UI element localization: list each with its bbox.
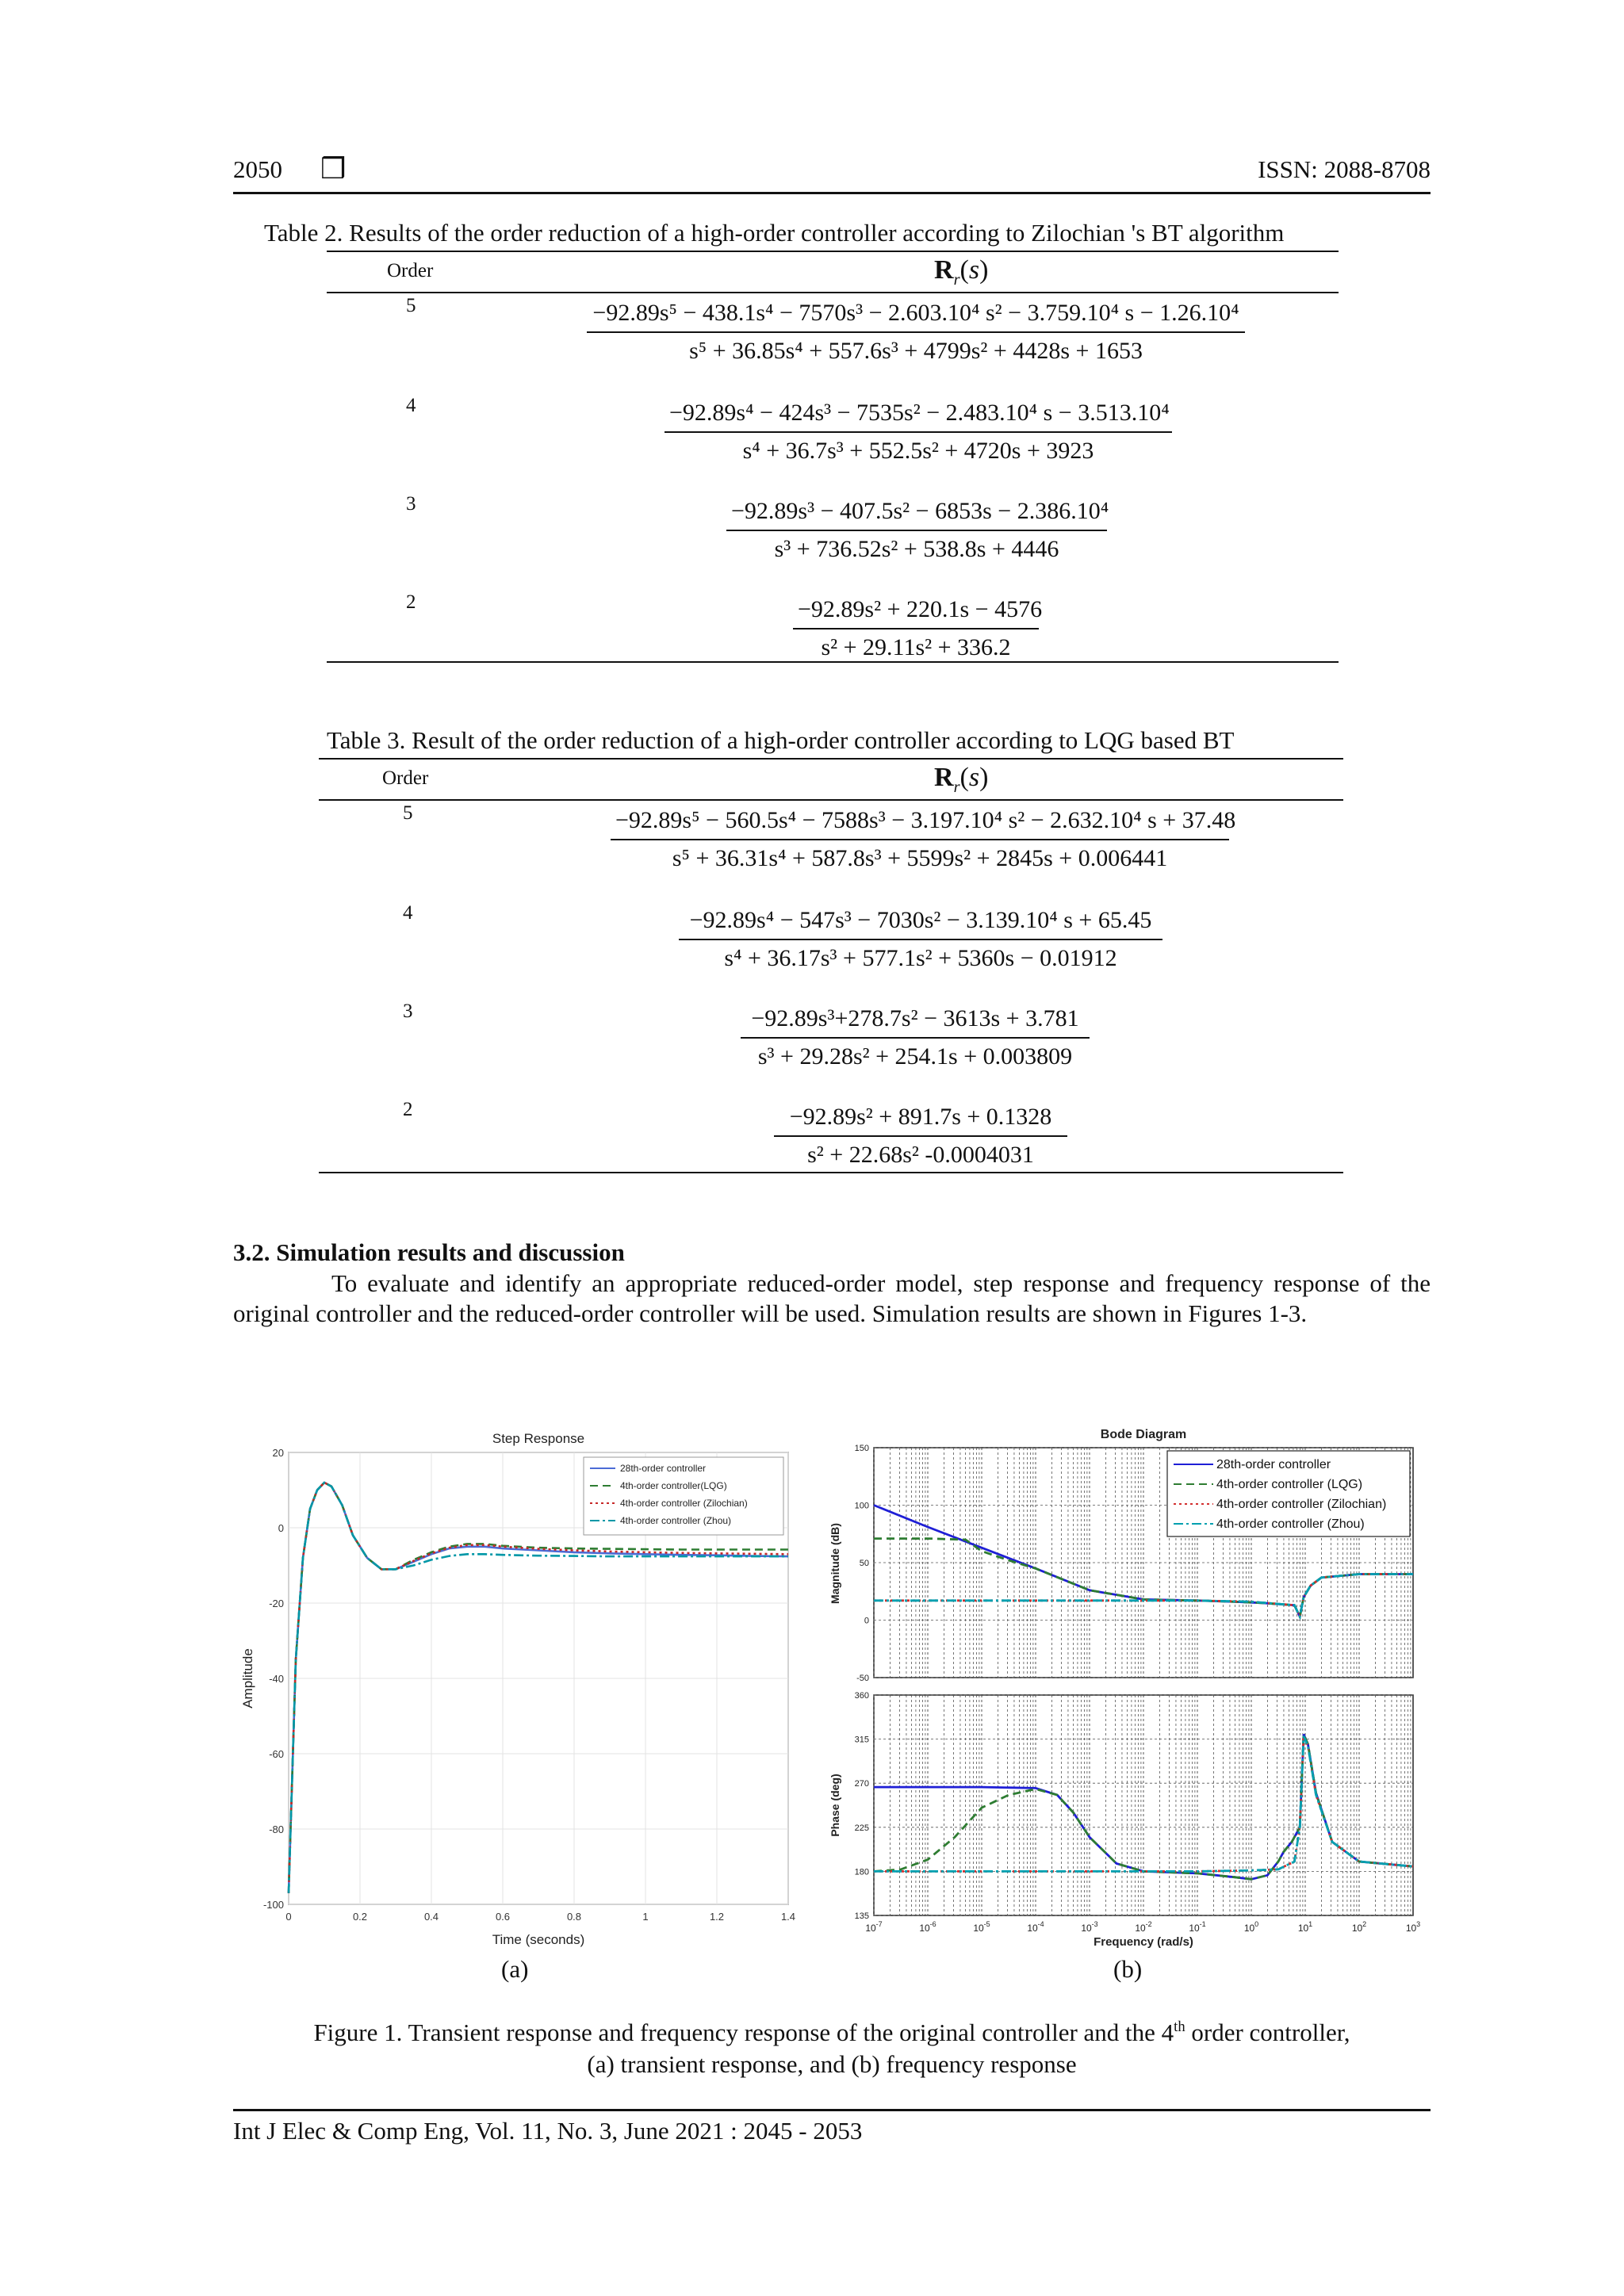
x-tick-label: $10^{-4}$ (1027, 1920, 1044, 1934)
numerator: −92.89s⁵ − 438.1s⁴ − 7570s³ − 2.603.10⁴ s² − 3.759.10⁴ s − 1.26.10⁴ (592, 300, 1239, 326)
caption-sup: th (1174, 2018, 1185, 2035)
x-tick-label: 1 (642, 1911, 649, 1923)
table3-order: 2 (403, 1099, 413, 1120)
table3-col-order: Order (382, 767, 429, 789)
numerator: −92.89s² + 891.7s + 0.1328 (789, 1104, 1052, 1130)
x-tick-label: 0.2 (352, 1911, 368, 1923)
x-tick-label: $10^{-5}$ (973, 1920, 990, 1934)
mag-tick-label: 150 (854, 1444, 869, 1453)
table3-order: 5 (403, 802, 413, 824)
mag-tick-label: 0 (864, 1616, 869, 1626)
legend-label: 4th-order controller (LQG) (1216, 1478, 1363, 1491)
section-paragraph: To evaluate and identify an appropriate reduced-order model, step response and frequency response of the original controller and the reduced-order controller will be used. Simulation results are shown in Figures 1-3. (233, 1269, 1431, 1327)
x-tick-label: 1.2 (709, 1911, 725, 1923)
table2-bottomrule (327, 661, 1339, 663)
numerator: −92.89s³ − 407.5s² − 6853s − 2.386.10⁴ (731, 498, 1109, 524)
table2-toprule (327, 251, 1339, 252)
table3-fraction (774, 1104, 1067, 1169)
y-axis-label: Amplitude (240, 1648, 255, 1709)
denominator: s⁴ + 36.7s³ + 552.5s² + 4720s + 3923 (665, 431, 1172, 465)
legend-label: 4th-order controller (Zilochian) (1216, 1498, 1387, 1511)
y-tick-label: -100 (262, 1899, 284, 1911)
step-response-chart (235, 1421, 806, 1960)
x-axis-label: Time (seconds) (492, 1932, 585, 1947)
x-tick-label: $10^2$ (1351, 1920, 1367, 1934)
figure-label-a: (a) (501, 1955, 529, 1983)
magnitude-axis-label: Magnitude (dB) (829, 1523, 841, 1604)
y-tick-label: -40 (269, 1673, 284, 1685)
numerator: −92.89s⁵ − 560.5s⁴ − 7588s³ − 3.197.10⁴ s² − 2.632.10⁴ s + 37.48 (615, 807, 1236, 833)
legend-label: 4th-order controller (Zhou) (1216, 1517, 1365, 1531)
phase-tick-label: 225 (854, 1823, 869, 1833)
table2-fraction (793, 596, 1043, 661)
table2-col-order: Order (387, 260, 434, 281)
table3-bottomrule (319, 1172, 1343, 1173)
table3-toprule (319, 758, 1343, 760)
x-tick-label: 0.8 (566, 1911, 582, 1923)
denominator: s² + 29.11s² + 336.2 (793, 628, 1039, 661)
issn: ISSN: 2088-8708 (1258, 155, 1431, 183)
figure-caption-line2: (a) transient response, and (b) frequency response (587, 2050, 1077, 2078)
footer-citation: Int J Elec & Comp Eng, Vol. 11, No. 3, June 2021 : 2045 - 2053 (233, 2117, 863, 2145)
header-rule (233, 192, 1431, 194)
table3-fraction (741, 1005, 1090, 1070)
figure-label-b: (b) (1113, 1955, 1143, 1983)
denominator: s² + 22.68s² -0.0004031 (774, 1135, 1067, 1169)
x-axis-label: Frequency (rad/s) (1094, 1935, 1193, 1949)
table2-order: 4 (406, 395, 416, 416)
x-tick-label: 0 (285, 1911, 292, 1923)
table2-order: 3 (406, 493, 416, 515)
bode-diagram-chart (825, 1421, 1427, 1960)
figure-caption-line1 (233, 2017, 1431, 2049)
table2-order: 2 (406, 591, 416, 613)
chart-title: Step Response (492, 1431, 585, 1446)
legend-label: 4th-order controller(LQG) (620, 1480, 727, 1491)
page-number: 2050 (233, 155, 282, 183)
table3-headrule (319, 799, 1343, 801)
mag-tick-label: 50 (859, 1559, 869, 1568)
numerator: −92.89s⁴ − 547s³ − 7030s² − 3.139.10⁴ s + 65.45 (689, 907, 1152, 933)
y-tick-label: 20 (272, 1447, 284, 1459)
table3-fraction (679, 907, 1162, 972)
phase-tick-label: 270 (854, 1779, 869, 1789)
table3-caption: Table 3. Result of the order reduction of a high-order controller according to LQG based BT (327, 726, 1235, 754)
x-tick-label: $10^0$ (1243, 1920, 1259, 1934)
y-tick-label: -60 (269, 1748, 284, 1760)
legend-label: 4th-order controller (Zhou) (620, 1515, 732, 1526)
legend-label: 4th-order controller (Zilochian) (620, 1498, 748, 1509)
phase-tick-label: 135 (854, 1911, 869, 1921)
table2-order: 5 (406, 295, 416, 316)
x-tick-label: 1.4 (780, 1911, 796, 1923)
section-heading: 3.2. Simulation results and discussion (233, 1238, 625, 1266)
legend-label: 28th-order controller (620, 1463, 707, 1474)
legend (584, 1457, 783, 1535)
x-tick-label: 0.4 (423, 1911, 439, 1923)
footer-rule (233, 2109, 1431, 2111)
caption-part: Figure 1. Transient response and frequency response of the original controller and the 4 (313, 2019, 1174, 2046)
denominator: s³ + 29.28s² + 254.1s + 0.003809 (741, 1037, 1090, 1070)
y-tick-label: -80 (269, 1823, 284, 1835)
numerator: −92.89s³+278.7s² − 3613s + 3.781 (751, 1005, 1079, 1031)
chart-title: Bode Diagram (1100, 1428, 1187, 1441)
table2-fraction (587, 300, 1245, 365)
x-tick-label: $10^{-2}$ (1135, 1920, 1152, 1934)
x-tick-label: $10^{-3}$ (1081, 1920, 1098, 1934)
numerator: −92.89s² + 220.1s − 4576 (798, 596, 1043, 622)
denominator: s⁵ + 36.31s⁴ + 587.8s³ + 5599s² + 2845s + 0.006441 (611, 839, 1229, 872)
y-tick-label: -20 (269, 1598, 284, 1609)
table3-order: 3 (403, 1001, 413, 1022)
denominator: s³ + 736.52s² + 538.8s + 4446 (726, 530, 1107, 563)
x-tick-label: $10^3$ (1405, 1920, 1421, 1934)
phase-tick-label: 180 (854, 1867, 869, 1877)
x-tick-label: $10^{-1}$ (1189, 1920, 1206, 1934)
x-tick-label: $10^{-7}$ (865, 1920, 883, 1934)
table2-fraction (726, 498, 1107, 563)
phase-axis-label: Phase (deg) (829, 1774, 841, 1837)
x-tick-label: $10^{-6}$ (919, 1920, 936, 1934)
mag-tick-label: -50 (856, 1674, 869, 1683)
numerator: −92.89s⁴ − 424s³ − 7535s² − 2.483.10⁴ s − 3.513.10⁴ (669, 400, 1170, 426)
x-tick-label: $10^1$ (1297, 1920, 1313, 1934)
legend-label: 28th-order controller (1216, 1458, 1331, 1471)
figure-caption (233, 2017, 1431, 2080)
table2-fraction (665, 400, 1172, 465)
table2-caption: Table 2. Results of the order reduction of a high-order controller according to Zilochian 's BT algorithm (264, 219, 1285, 247)
box-icon: ❒ (320, 153, 347, 185)
phase-tick-label: 360 (854, 1691, 869, 1701)
denominator: s⁴ + 36.17s³ + 577.1s² + 5360s − 0.01912 (679, 939, 1162, 972)
table3-order: 4 (403, 902, 413, 924)
table3-col-expr: $R_r(s)$ (934, 763, 989, 796)
x-tick-label: 0.6 (495, 1911, 511, 1923)
table2-col-expr: $R_r(s)$ (934, 255, 989, 289)
mag-tick-label: 100 (854, 1501, 869, 1511)
y-tick-label: 0 (278, 1522, 284, 1534)
legend (1167, 1451, 1410, 1536)
caption-part: order controller, (1185, 2019, 1350, 2046)
denominator: s⁵ + 36.85s⁴ + 557.6s³ + 4799s² + 4428s + 1653 (587, 331, 1245, 365)
table3-fraction (611, 807, 1236, 872)
table2-headrule (327, 292, 1339, 293)
phase-tick-label: 315 (854, 1735, 869, 1745)
